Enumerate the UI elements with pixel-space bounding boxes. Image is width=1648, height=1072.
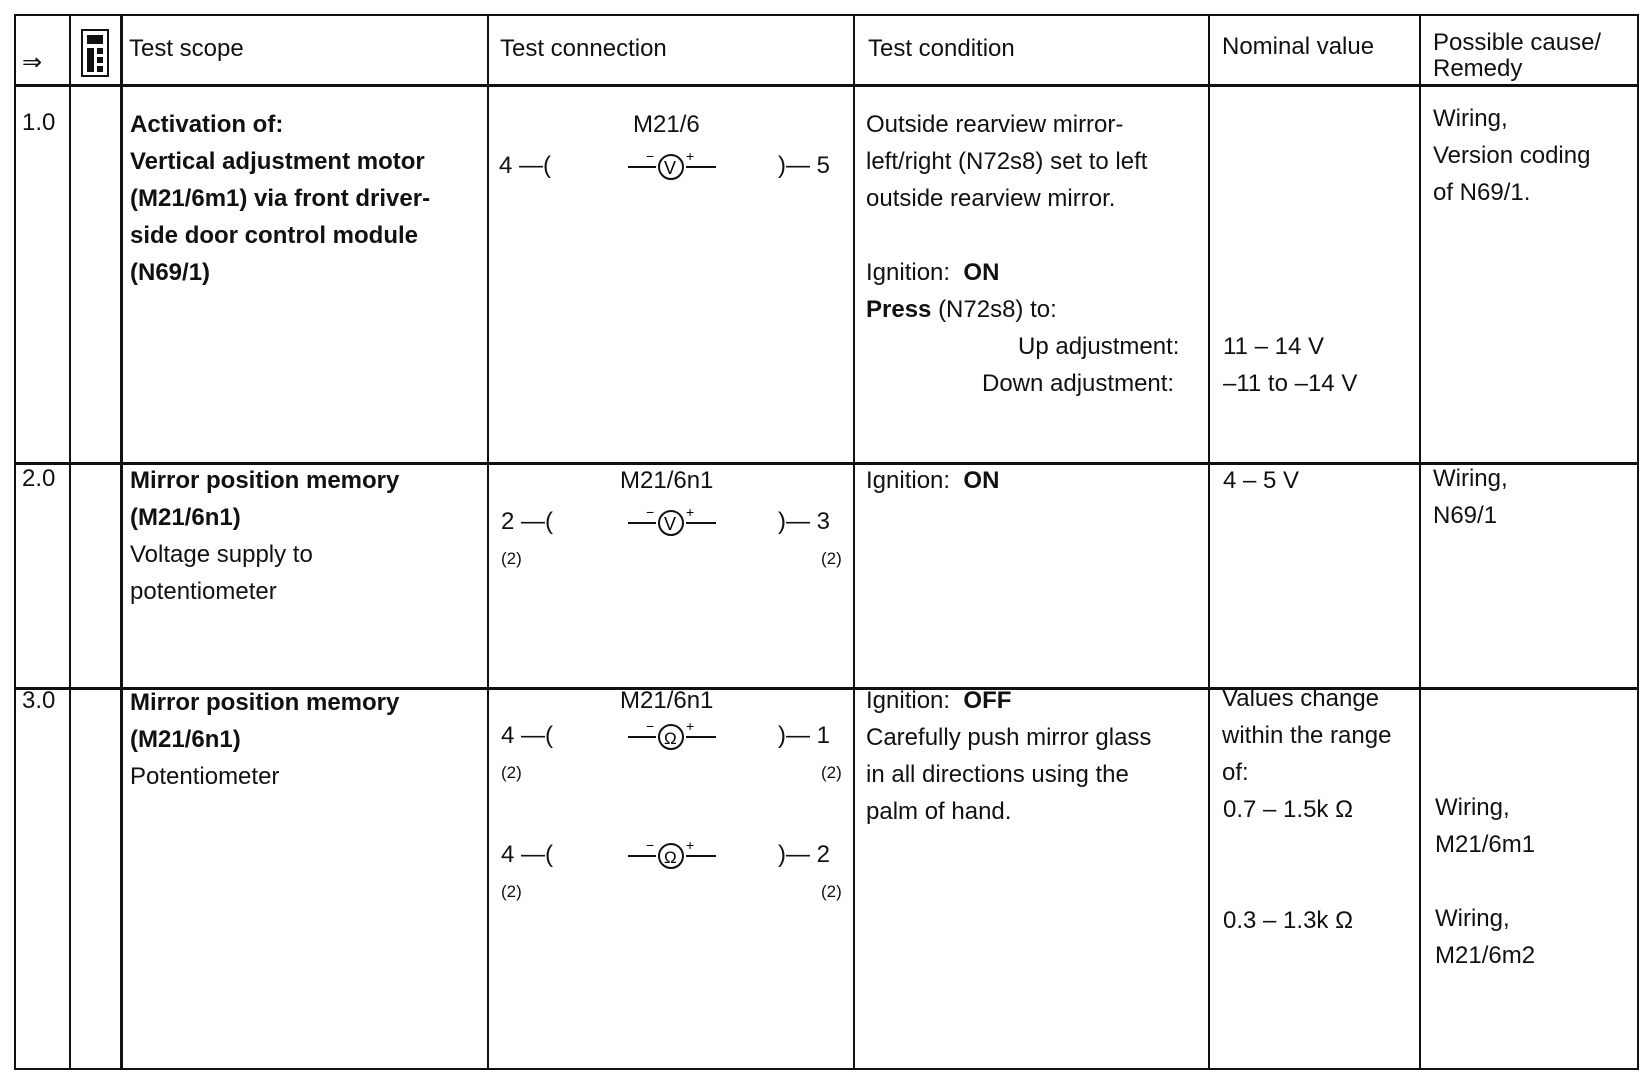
pin-left: 4 —( [501,841,554,868]
header-divider [14,84,1639,87]
cause-line: Wiring, [1435,905,1510,932]
nominal-value: 11 – 14 V [1223,333,1324,360]
condition-line: in all directions using the [866,761,1129,788]
component-label: M21/6n1 [620,467,714,494]
cause-line: N69/1 [1433,502,1498,529]
svg-text:Ω: Ω [664,729,677,748]
ignition-line: Ignition: ON [866,259,1000,286]
condition-line: outside rearview mirror. [866,185,1116,212]
header-test-condition: Test condition [868,35,1015,62]
svg-text:Ω: Ω [664,848,677,867]
test-scope-line: side door control module [130,222,419,249]
test-scope-line: Mirror position memory [130,467,400,494]
cause-line: Wiring, [1433,465,1508,492]
voltmeter-icon [624,506,720,536]
col-divider-2 [120,14,123,1070]
ohmmeter-icon [624,839,720,869]
header-nominal-value: Nominal value [1222,33,1375,60]
table-border-top [14,14,1639,16]
table-border-left [14,14,16,1070]
pin-right: )— 3 [778,508,831,535]
down-adjustment-label: Down adjustment: [982,370,1175,397]
pin-sub-right: (2) [821,763,842,782]
component-label: M21/6n1 [620,687,714,714]
component-label: M21/6 [633,111,700,138]
pin-left: 4 —( [501,722,554,749]
test-scope-line: Mirror position memory [130,689,400,716]
svg-text:+: + [686,150,695,164]
ohmmeter-icon [624,720,720,750]
cause-line: of N69/1. [1433,179,1531,206]
table-border-right [1637,14,1639,1070]
svg-text:−: − [646,720,655,734]
test-scope-line: Voltage supply to [130,541,313,568]
test-scope-line: (M21/6n1) [130,504,241,531]
svg-text:+: + [686,720,695,734]
pin-right: )— 2 [778,841,831,868]
svg-text:−: − [646,506,655,520]
pin-sub-left: (2) [501,882,522,901]
pin-left: 2 —( [501,508,554,535]
nominal-line: Values change [1222,685,1380,712]
arrow-symbol: ⇒ [22,49,43,76]
condition-line: Carefully push mirror glass [866,724,1152,751]
pin-sub-right: (2) [821,549,842,568]
col-divider-4 [853,14,855,1070]
test-scope-line: (M21/6n1) [130,726,241,753]
cause-line: Wiring, [1433,105,1508,132]
col-divider-5 [1208,14,1210,1070]
svg-text:V: V [664,514,677,534]
nominal-value: 0.7 – 1.5k Ω [1223,796,1354,823]
condition-line: Outside rearview mirror- [866,111,1124,138]
pin-sub-left: (2) [501,763,522,782]
voltmeter-icon [624,150,720,180]
svg-text:V: V [664,158,677,178]
test-scope-line: (M21/6m1) via front driver- [130,185,431,212]
press-line: Press (N72s8) to: [866,296,1057,323]
step-number: 1.0 [22,109,56,136]
cause-line: Version coding [1433,142,1591,169]
nominal-value: 4 – 5 V [1223,467,1300,494]
test-scope-line: Vertical adjustment motor [130,148,425,175]
test-scope-line: potentiometer [130,578,277,605]
test-scope-line: Activation of: [130,111,284,138]
ignition-line: Ignition: ON [866,467,1000,494]
cause-line: Wiring, [1435,794,1510,821]
pin-left: 4 —( [499,152,552,179]
condition-line: left/right (N72s8) set to left [866,148,1148,175]
svg-text:−: − [646,150,655,164]
nominal-value: –11 to –14 V [1223,370,1358,397]
nominal-line: within the range [1222,722,1392,749]
header-possible-cause: Possible cause/ [1433,29,1602,56]
col-divider-6 [1419,14,1421,1070]
test-scope-line: Potentiometer [130,763,280,790]
test-table [14,14,1639,1072]
pin-sub-right: (2) [821,882,842,901]
svg-text:−: − [646,839,655,853]
nominal-line: of: [1222,759,1249,786]
step-number: 2.0 [22,465,56,492]
col-divider-3 [487,14,489,1070]
cause-line: M21/6m1 [1435,831,1536,858]
header-remedy: Remedy [1433,55,1523,82]
test-scope-line: (N69/1) [130,259,211,286]
ignition-line: Ignition: OFF [866,687,1012,714]
header-test-connection: Test connection [500,35,667,62]
tester-icon [78,28,112,78]
pin-right: )— 5 [778,152,831,179]
pin-sub-left: (2) [501,549,522,568]
step-number: 3.0 [22,687,56,714]
header-test-scope: Test scope [129,35,244,62]
nominal-value: 0.3 – 1.3k Ω [1223,907,1354,934]
pin-right: )— 1 [778,722,831,749]
svg-text:+: + [686,839,695,853]
col-divider-1 [69,14,71,1070]
condition-line: palm of hand. [866,798,1012,825]
cause-line: M21/6m2 [1435,942,1536,969]
svg-text:+: + [686,506,695,520]
up-adjustment-label: Up adjustment: [1018,333,1180,360]
